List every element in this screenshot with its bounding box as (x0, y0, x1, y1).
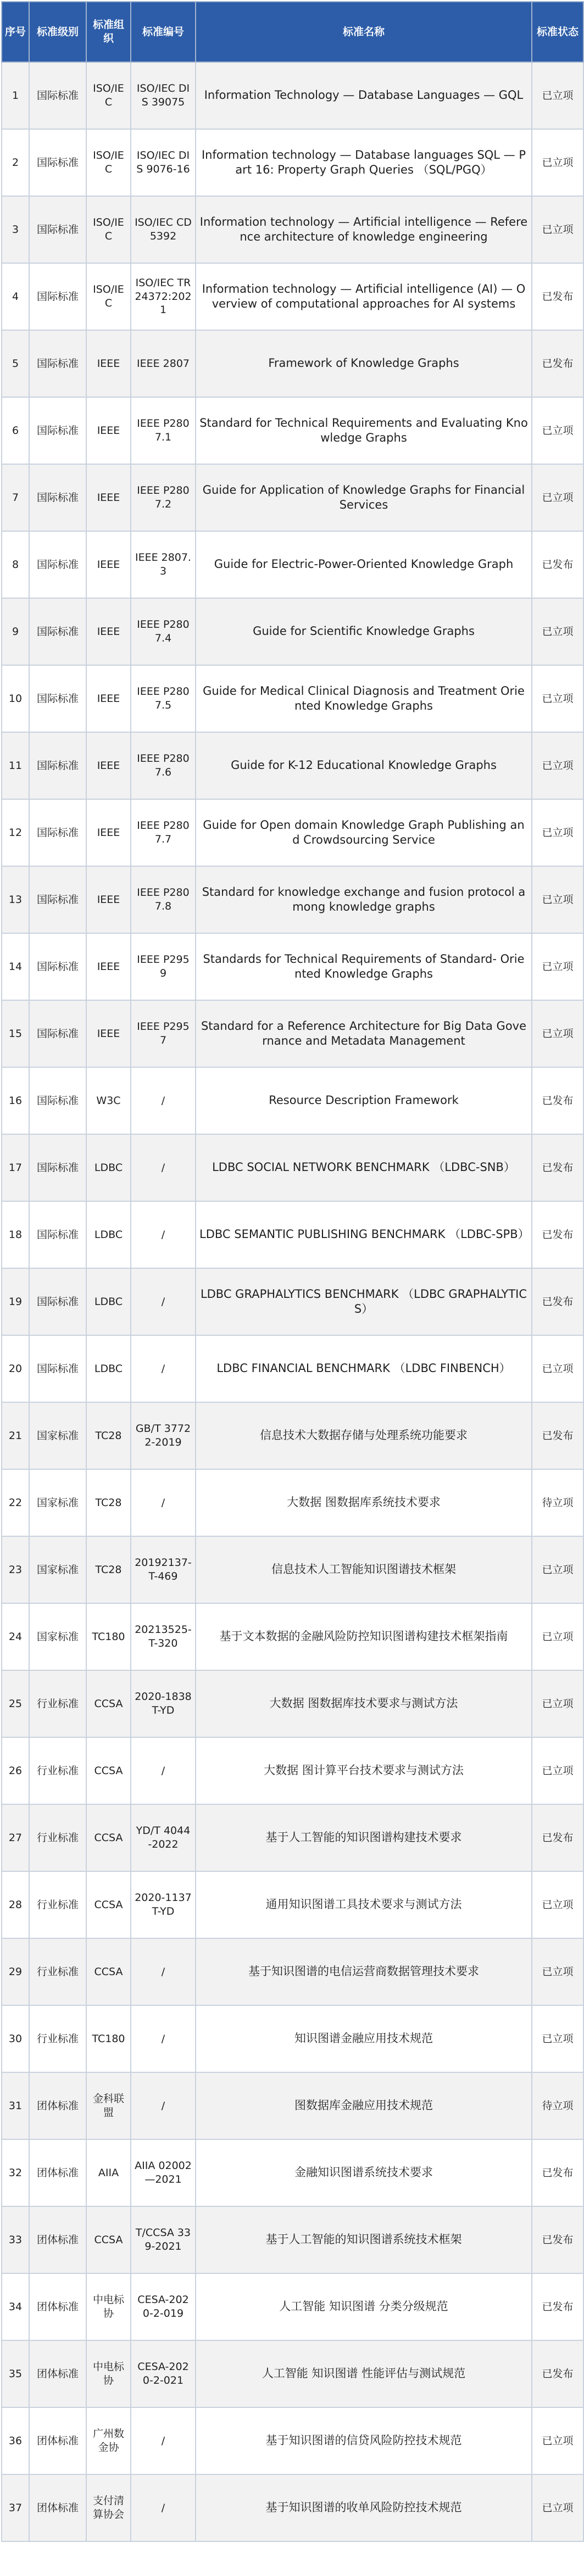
cell-org: ISO/IEC (86, 62, 131, 129)
cell-name: Standard for a Reference Architecture for Big Data Governance and Metadata Management (196, 1000, 532, 1067)
cell-name: 人工智能 知识图谱 分类分级规范 (196, 2273, 532, 2340)
table-row (2, 263, 583, 330)
cell-status: 已发布 (532, 1268, 583, 1335)
cell-org: TC28 (86, 1536, 131, 1603)
cell-org: 支付清算协会 (86, 2474, 131, 2541)
cell-name: 金融知识图谱系统技术要求 (196, 2139, 532, 2206)
cell-index: 28 (2, 1871, 29, 1938)
cell-level: 国际标准 (29, 1067, 86, 1134)
cell-status: 已发布 (532, 1134, 583, 1201)
cell-org: CCSA (86, 1804, 131, 1871)
table-row (2, 1067, 583, 1134)
table-row (2, 2005, 583, 2072)
cell-level: 行业标准 (29, 1670, 86, 1737)
cell-status: 已立项 (532, 598, 583, 665)
table-row (2, 1670, 583, 1737)
cell-index: 36 (2, 2407, 29, 2474)
col-header-level: 标准级别 (29, 2, 86, 62)
cell-level: 国际标准 (29, 799, 86, 866)
cell-name: LDBC GRAPHALYTICS BENCHMARK （LDBC GRAPHALYTICS） (196, 1268, 532, 1335)
col-header-org: 标准组织 (86, 2, 131, 62)
cell-name: LDBC FINANCIAL BENCHMARK （LDBC FINBENCH） (196, 1335, 532, 1402)
table-row (2, 1201, 583, 1268)
cell-name: 基于文本数据的金融风险防控知识图谱构建技术框架指南 (196, 1603, 532, 1670)
cell-status: 已立项 (532, 2474, 583, 2541)
cell-index: 31 (2, 2072, 29, 2139)
cell-org: LDBC (86, 1335, 131, 1402)
col-header-code: 标准编号 (131, 2, 196, 62)
cell-org: IEEE (86, 799, 131, 866)
cell-index: 17 (2, 1134, 29, 1201)
table-row (2, 732, 583, 799)
cell-name: Guide for Scientific Knowledge Graphs (196, 598, 532, 665)
cell-level: 国际标准 (29, 598, 86, 665)
cell-status: 已发布 (532, 2273, 583, 2340)
cell-name: LDBC SOCIAL NETWORK BENCHMARK （LDBC-SNB） (196, 1134, 532, 1201)
cell-status: 已立项 (532, 1536, 583, 1603)
cell-org: TC28 (86, 1402, 131, 1469)
cell-status: 已立项 (532, 1000, 583, 1067)
table-row (2, 2340, 583, 2407)
cell-code: YD/T 4044-2022 (131, 1804, 196, 1871)
cell-code: IEEE 2807 (131, 330, 196, 397)
cell-status: 已立项 (532, 397, 583, 464)
cell-code: IEEE P2807.4 (131, 598, 196, 665)
cell-status: 已发布 (532, 2206, 583, 2273)
cell-level: 国际标准 (29, 1000, 86, 1067)
cell-status: 已立项 (532, 933, 583, 1000)
cell-index: 25 (2, 1670, 29, 1737)
cell-org: LDBC (86, 1134, 131, 1201)
col-header-name: 标准名称 (196, 2, 532, 62)
header-row (2, 2, 583, 62)
cell-index: 33 (2, 2206, 29, 2273)
cell-code: 20192137-T-469 (131, 1536, 196, 1603)
cell-level: 国际标准 (29, 732, 86, 799)
cell-code: / (131, 1469, 196, 1536)
table-row (2, 1737, 583, 1804)
cell-name: Guide for Application of Knowledge Graphs for Financial Services (196, 464, 532, 531)
cell-level: 国际标准 (29, 531, 86, 598)
cell-level: 行业标准 (29, 2005, 86, 2072)
cell-index: 1 (2, 62, 29, 129)
cell-name: Information Technology — Database Languages — GQL (196, 62, 532, 129)
cell-index: 34 (2, 2273, 29, 2340)
cell-org: TC180 (86, 2005, 131, 2072)
cell-index: 20 (2, 1335, 29, 1402)
cell-name: Guide for Open domain Knowledge Graph Publishing and Crowdsourcing Service (196, 799, 532, 866)
cell-name: 知识图谱金融应用技术规范 (196, 2005, 532, 2072)
cell-code: ISO/IEC DIS 9076-16 (131, 129, 196, 196)
table-row (2, 1871, 583, 1938)
cell-level: 国际标准 (29, 129, 86, 196)
cell-code: / (131, 2005, 196, 2072)
cell-level: 行业标准 (29, 1737, 86, 1804)
cell-level: 国际标准 (29, 196, 86, 263)
cell-org: IEEE (86, 1000, 131, 1067)
cell-level: 国际标准 (29, 933, 86, 1000)
cell-level: 团体标准 (29, 2340, 86, 2407)
cell-code: IEEE P2807.7 (131, 799, 196, 866)
cell-level: 国际标准 (29, 330, 86, 397)
cell-status: 已发布 (532, 330, 583, 397)
cell-name: 基于知识图谱的电信运营商数据管理技术要求 (196, 1938, 532, 2005)
table-row (2, 933, 583, 1000)
cell-index: 30 (2, 2005, 29, 2072)
cell-index: 15 (2, 1000, 29, 1067)
cell-status: 待立项 (532, 1469, 583, 1536)
cell-name: 大数据 图数据库技术要求与测试方法 (196, 1670, 532, 1737)
cell-org: CCSA (86, 1938, 131, 2005)
cell-code: 2020-1137T-YD (131, 1871, 196, 1938)
table-row (2, 598, 583, 665)
cell-org: ISO/IEC (86, 196, 131, 263)
cell-level: 行业标准 (29, 1871, 86, 1938)
cell-org: IEEE (86, 732, 131, 799)
table-row (2, 62, 583, 129)
cell-code: / (131, 1335, 196, 1402)
table-row (2, 1268, 583, 1335)
cell-name: 大数据 图数据库系统技术要求 (196, 1469, 532, 1536)
cell-index: 23 (2, 1536, 29, 1603)
cell-level: 团体标准 (29, 2072, 86, 2139)
cell-org: IEEE (86, 866, 131, 933)
cell-status: 已立项 (532, 1871, 583, 1938)
table-row (2, 1000, 583, 1067)
table-row (2, 1536, 583, 1603)
cell-code: / (131, 1134, 196, 1201)
cell-org: ISO/IEC (86, 263, 131, 330)
cell-status: 待立项 (532, 2072, 583, 2139)
cell-status: 已立项 (532, 732, 583, 799)
cell-status: 已立项 (532, 866, 583, 933)
cell-index: 12 (2, 799, 29, 866)
cell-level: 国际标准 (29, 1335, 86, 1402)
cell-index: 35 (2, 2340, 29, 2407)
cell-org: CCSA (86, 1737, 131, 1804)
cell-code: IEEE P2959 (131, 933, 196, 1000)
cell-index: 8 (2, 531, 29, 598)
standards-table (1, 1, 584, 2542)
table-row (2, 1335, 583, 1402)
cell-level: 国际标准 (29, 62, 86, 129)
cell-level: 国际标准 (29, 1134, 86, 1201)
cell-name: Resource Description Framework (196, 1067, 532, 1134)
table-row (2, 665, 583, 732)
cell-name: 通用知识图谱工具技术要求与测试方法 (196, 1871, 532, 1938)
cell-code: CESA-2020-2-019 (131, 2273, 196, 2340)
cell-index: 18 (2, 1201, 29, 1268)
cell-level: 国际标准 (29, 866, 86, 933)
cell-index: 7 (2, 464, 29, 531)
cell-code: 20213525-T-320 (131, 1603, 196, 1670)
cell-status: 已发布 (532, 1402, 583, 1469)
cell-org: IEEE (86, 531, 131, 598)
cell-level: 国家标准 (29, 1536, 86, 1603)
cell-index: 32 (2, 2139, 29, 2206)
cell-name: Framework of Knowledge Graphs (196, 330, 532, 397)
col-header-index: 序号 (2, 2, 29, 62)
cell-index: 27 (2, 1804, 29, 1871)
cell-name: 基于人工智能的知识图谱构建技术要求 (196, 1804, 532, 1871)
cell-code: IEEE P2807.8 (131, 866, 196, 933)
cell-level: 团体标准 (29, 2206, 86, 2273)
cell-name: 基于人工智能的知识图谱系统技术框架 (196, 2206, 532, 2273)
cell-org: IEEE (86, 598, 131, 665)
cell-status: 已发布 (532, 1067, 583, 1134)
cell-level: 行业标准 (29, 1938, 86, 2005)
cell-org: CCSA (86, 1871, 131, 1938)
cell-status: 已立项 (532, 1737, 583, 1804)
cell-level: 国家标准 (29, 1603, 86, 1670)
cell-org: IEEE (86, 933, 131, 1000)
cell-name: Guide for Electric-Power-Oriented Knowledge Graph (196, 531, 532, 598)
table-row (2, 1134, 583, 1201)
cell-code: ISO/IEC TR 24372:2021 (131, 263, 196, 330)
cell-status: 已立项 (532, 1603, 583, 1670)
table-row (2, 196, 583, 263)
cell-index: 37 (2, 2474, 29, 2541)
cell-level: 团体标准 (29, 2474, 86, 2541)
cell-org: AIIA (86, 2139, 131, 2206)
cell-name: 图数据库金融应用技术规范 (196, 2072, 532, 2139)
cell-code: IEEE P2957 (131, 1000, 196, 1067)
table-row (2, 866, 583, 933)
cell-index: 13 (2, 866, 29, 933)
cell-org: 广州数金协 (86, 2407, 131, 2474)
cell-code: GB/T 37722-2019 (131, 1402, 196, 1469)
cell-name: Information technology — Artificial intelligence — Reference architecture of knowledge engineering (196, 196, 532, 263)
cell-code: IEEE P2807.6 (131, 732, 196, 799)
cell-status: 已发布 (532, 1201, 583, 1268)
cell-index: 10 (2, 665, 29, 732)
cell-code: 2020-1838T-YD (131, 1670, 196, 1737)
table-row (2, 2407, 583, 2474)
table-row (2, 129, 583, 196)
cell-index: 16 (2, 1067, 29, 1134)
cell-status: 已立项 (532, 665, 583, 732)
cell-org: IEEE (86, 665, 131, 732)
cell-org: 中电标协 (86, 2340, 131, 2407)
cell-org: 金科联盟 (86, 2072, 131, 2139)
cell-level: 团体标准 (29, 2139, 86, 2206)
cell-status: 已发布 (532, 1804, 583, 1871)
cell-status: 已立项 (532, 62, 583, 129)
cell-index: 9 (2, 598, 29, 665)
table-row (2, 2273, 583, 2340)
cell-name: Standard for Technical Requirements and Evaluating Knowledge Graphs (196, 397, 532, 464)
cell-index: 26 (2, 1737, 29, 1804)
cell-level: 国际标准 (29, 1201, 86, 1268)
cell-index: 2 (2, 129, 29, 196)
cell-level: 国家标准 (29, 1402, 86, 1469)
cell-level: 国际标准 (29, 665, 86, 732)
cell-org: W3C (86, 1067, 131, 1134)
cell-index: 19 (2, 1268, 29, 1335)
cell-code: AIIA 02002—2021 (131, 2139, 196, 2206)
cell-code: / (131, 1737, 196, 1804)
cell-code: / (131, 1067, 196, 1134)
cell-name: 大数据 图计算平台技术要求与测试方法 (196, 1737, 532, 1804)
cell-org: IEEE (86, 464, 131, 531)
cell-status: 已立项 (532, 129, 583, 196)
cell-code: / (131, 1268, 196, 1335)
cell-index: 3 (2, 196, 29, 263)
table-row (2, 2072, 583, 2139)
cell-code: IEEE P2807.1 (131, 397, 196, 464)
cell-index: 21 (2, 1402, 29, 1469)
cell-org: CCSA (86, 1670, 131, 1737)
cell-name: 信息技术人工智能知识图谱技术框架 (196, 1536, 532, 1603)
cell-org: ISO/IEC (86, 129, 131, 196)
col-header-status: 标准状态 (532, 2, 583, 62)
cell-name: 基于知识图谱的信贷风险防控技术规范 (196, 2407, 532, 2474)
cell-name: Information technology — Artificial intelligence (AI) — Overview of computational approaches for AI systems (196, 263, 532, 330)
cell-index: 6 (2, 397, 29, 464)
cell-level: 行业标准 (29, 1804, 86, 1871)
cell-code: IEEE P2807.2 (131, 464, 196, 531)
cell-org: CCSA (86, 2206, 131, 2273)
cell-code: T/CCSA 339-2021 (131, 2206, 196, 2273)
cell-index: 14 (2, 933, 29, 1000)
cell-name: 基于知识图谱的收单风险防控技术规范 (196, 2474, 532, 2541)
cell-status: 已发布 (532, 531, 583, 598)
table-row (2, 330, 583, 397)
cell-org: TC28 (86, 1469, 131, 1536)
cell-index: 5 (2, 330, 29, 397)
cell-level: 国际标准 (29, 1268, 86, 1335)
cell-level: 国家标准 (29, 1469, 86, 1536)
cell-org: IEEE (86, 397, 131, 464)
cell-name: Guide for K-12 Educational Knowledge Graphs (196, 732, 532, 799)
cell-status: 已立项 (532, 196, 583, 263)
cell-status: 已立项 (532, 1670, 583, 1737)
table-row (2, 531, 583, 598)
table-row (2, 2139, 583, 2206)
table-row (2, 2474, 583, 2541)
table-row (2, 1603, 583, 1670)
cell-level: 国际标准 (29, 464, 86, 531)
cell-status: 已立项 (532, 2407, 583, 2474)
cell-status: 已立项 (532, 799, 583, 866)
cell-code: / (131, 1201, 196, 1268)
cell-status: 已发布 (532, 2139, 583, 2206)
cell-org: LDBC (86, 1201, 131, 1268)
table-row (2, 1938, 583, 2005)
cell-index: 11 (2, 732, 29, 799)
cell-code: / (131, 2407, 196, 2474)
cell-org: TC180 (86, 1603, 131, 1670)
cell-name: 信息技术大数据存储与处理系统功能要求 (196, 1402, 532, 1469)
cell-status: 已立项 (532, 464, 583, 531)
cell-name: Standard for knowledge exchange and fusion protocol among knowledge graphs (196, 866, 532, 933)
table-row (2, 799, 583, 866)
cell-index: 24 (2, 1603, 29, 1670)
cell-index: 22 (2, 1469, 29, 1536)
cell-code: IEEE P2807.5 (131, 665, 196, 732)
cell-org: 中电标协 (86, 2273, 131, 2340)
cell-level: 国际标准 (29, 263, 86, 330)
cell-code: ISO/IEC CD 5392 (131, 196, 196, 263)
cell-code: / (131, 1938, 196, 2005)
table-row (2, 2206, 583, 2273)
cell-status: 已立项 (532, 1938, 583, 2005)
cell-name: Information technology — Database languages SQL — Part 16: Property Graph Queries （SQL/PGQ） (196, 129, 532, 196)
cell-name: Standards for Technical Requirements of Standard- Oriented Knowledge Graphs (196, 933, 532, 1000)
cell-code: CESA-2020-2-021 (131, 2340, 196, 2407)
cell-code: / (131, 2072, 196, 2139)
cell-status: 已立项 (532, 1335, 583, 1402)
table-row (2, 397, 583, 464)
cell-org: IEEE (86, 330, 131, 397)
cell-status: 已发布 (532, 263, 583, 330)
cell-name: LDBC SEMANTIC PUBLISHING BENCHMARK （LDBC-SPB） (196, 1201, 532, 1268)
cell-name: Guide for Medical Clinical Diagnosis and Treatment Oriented Knowledge Graphs (196, 665, 532, 732)
table-row (2, 1402, 583, 1469)
cell-code: ISO/IEC DIS 39075 (131, 62, 196, 129)
cell-index: 29 (2, 1938, 29, 2005)
table-row (2, 464, 583, 531)
cell-level: 团体标准 (29, 2273, 86, 2340)
cell-name: 人工智能 知识图谱 性能评估与测试规范 (196, 2340, 532, 2407)
cell-level: 团体标准 (29, 2407, 86, 2474)
cell-org: LDBC (86, 1268, 131, 1335)
table-row (2, 1469, 583, 1536)
cell-level: 国际标准 (29, 397, 86, 464)
table-row (2, 1804, 583, 1871)
cell-index: 4 (2, 263, 29, 330)
cell-code: / (131, 2474, 196, 2541)
cell-status: 已立项 (532, 2005, 583, 2072)
cell-code: IEEE 2807.3 (131, 531, 196, 598)
cell-status: 已发布 (532, 2340, 583, 2407)
